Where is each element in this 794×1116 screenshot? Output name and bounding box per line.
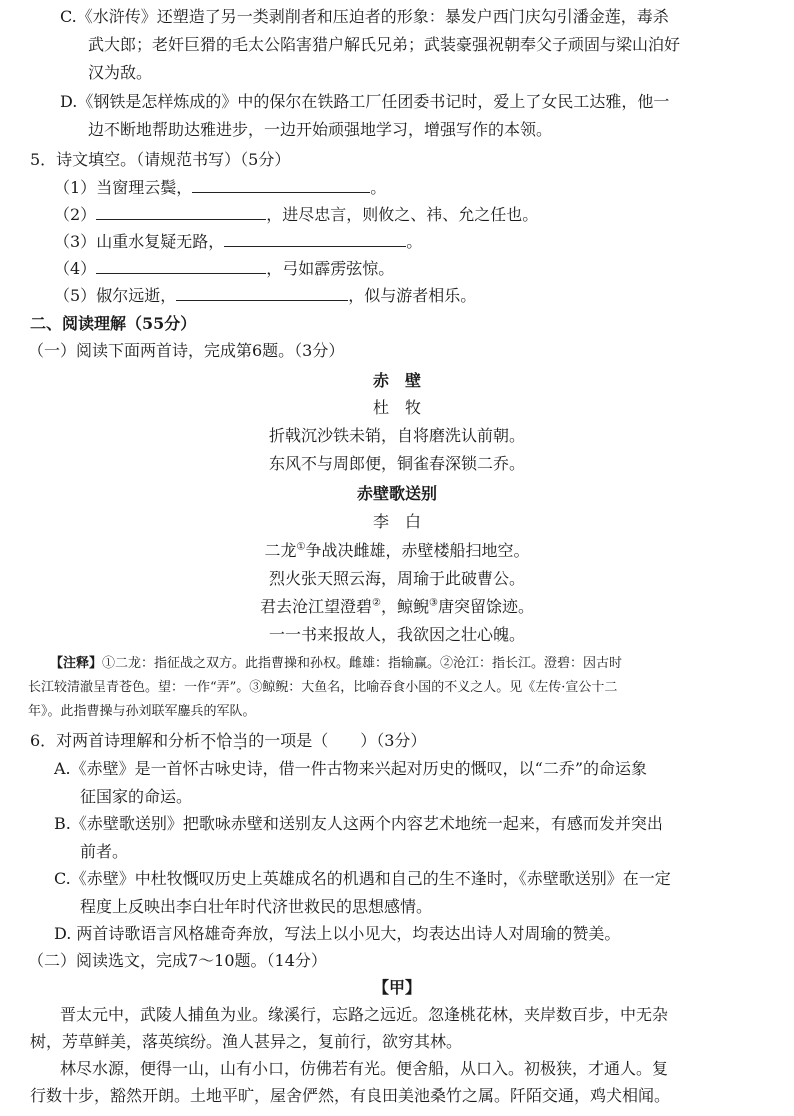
answer-blank[interactable] <box>176 284 348 301</box>
item-suffix: ，进尽忠言，则攸之、祎、允之任也。 <box>266 205 539 224</box>
q6-stem-text: 6．对两首诗理解和分析 <box>30 731 201 750</box>
poem-2-author: 李 白 <box>372 512 421 531</box>
poem-text: 唐突留馀迹。 <box>437 597 534 616</box>
annotation-line-2: 长江较清澈呈青苍色。望：一作“弄”。③鲸鲵：大鱼名，比喻吞食小国的不义之人。见《左传·宣公十二 <box>28 680 618 695</box>
q4-option-d-line1: D.《钢铁是怎样炼成的》中的保尔在铁路工厂任团委书记时，爱上了女民工达雅，他一 <box>60 92 670 111</box>
item-suffix: ，弓如霹雳弦惊。 <box>266 259 395 278</box>
emphasis-char: 恰 <box>216 731 233 750</box>
section-2-title: 二、阅读理解（55分） <box>30 314 197 333</box>
poem-1-author: 杜 牧 <box>372 398 421 417</box>
poem-2-line-4: 一一书来报故人，我欲因之壮心魄。 <box>268 625 525 644</box>
q6-stem <box>30 730 426 752</box>
q5-title: 5．诗文填空。（请规范书写）（5分） <box>30 150 291 169</box>
part-1-instruction: （一）阅读下面两首诗，完成第6题。（3分） <box>28 341 345 360</box>
item-prefix: 当窗理云鬓， <box>96 178 193 197</box>
passage-line-1: 晋太元中，武陵人捕鱼为业。缘溪行，忘路之远近。忽逢桃花林，夹岸数百步，中无杂 <box>60 1005 669 1024</box>
item-prefix: 俶尔远逝， <box>96 286 177 305</box>
annotation-label: 【注释】 <box>50 656 103 671</box>
q5-item-3 <box>54 230 422 253</box>
poem-text: ，鲸鲵 <box>380 597 429 616</box>
annotation-text: ①二龙：指征战之双方。此指曹操和孙权。雌雄：指输赢。②沧江：指长江。澄碧：因古时 <box>102 656 623 671</box>
q6-option-d: D. 两首诗歌语言风格雄奇奔放，写法上以小见大，均表达出诗人对周瑜的赞美。 <box>54 924 621 943</box>
item-number: （4） <box>54 259 97 278</box>
poem-2-line-1 <box>0 540 794 562</box>
item-prefix: 山重水复疑无路， <box>96 232 225 251</box>
q4-option-c-line1: C.《水浒传》还塑造了另一类剥削者和压迫者的形象：暴发户西门庆勾引潘金莲，毒杀 <box>60 7 669 26</box>
poem-1-line-2: 东风不与周郎便，铜雀春深锁二乔。 <box>268 454 525 473</box>
answer-blank[interactable] <box>96 203 266 220</box>
part-2-instruction: （二）阅读选文，完成7～10题。（14分） <box>28 951 327 970</box>
q4-option-c-line2: 武大郎；老奸巨猾的毛太公陷害猎户解氏兄弟；武装豪强祝朝奉父子顽固与梁山泊好 <box>88 35 681 54</box>
q6-option-b-line1: B.《赤壁歌送别》把歌咏赤壁和送别友人这两个内容艺术地统一起来，有感而发并突出 <box>54 814 663 833</box>
passage-line-3: 林尽水源，便得一山，山有小口，仿佛若有光。便舍船，从口入。初极狭，才通人。复 <box>60 1059 669 1078</box>
poem-2-line-3 <box>0 596 794 618</box>
passage-heading: 【甲】 <box>372 978 421 997</box>
poem-text: 二龙 <box>264 541 297 560</box>
item-number: （2） <box>54 205 97 224</box>
poem-2-title: 赤壁歌送别 <box>356 484 437 503</box>
q6-stem-text: 的一项是（ ）（3分） <box>248 731 427 750</box>
footnote-marker: ③ <box>429 597 438 609</box>
answer-blank[interactable] <box>96 257 266 274</box>
passage-line-4: 行数十步，豁然开朗。土地平旷，屋舍俨然，有良田美池桑竹之属。阡陌交通，鸡犬相闻。 <box>30 1086 671 1105</box>
q6-option-c-line2: 程度上反映出李白壮年时代济世救民的思想感情。 <box>80 897 433 916</box>
q5-item-2 <box>54 203 538 226</box>
item-suffix: ，似与游者相乐。 <box>348 286 477 305</box>
q5-item-1 <box>54 176 386 199</box>
answer-blank[interactable] <box>192 176 370 193</box>
answer-blank[interactable] <box>224 230 406 247</box>
q6-option-a-line2: 征国家的命运。 <box>80 787 193 806</box>
item-suffix: 。 <box>370 178 387 197</box>
q6-option-a-line1: A.《赤壁》是一首怀古咏史诗，借一件古物来兴起对历史的慨叹，以“二乔”的命运象 <box>54 759 648 778</box>
item-number: （1） <box>54 178 97 197</box>
item-number: （3） <box>54 232 97 251</box>
item-suffix: 。 <box>406 232 423 251</box>
emphasis-char: 当 <box>232 731 249 750</box>
poem-2-line-2: 烈火张天照云海，周瑜于此破曹公。 <box>268 569 525 588</box>
item-number: （5） <box>54 286 97 305</box>
poem-text: 君去沧江望澄碧 <box>260 597 373 616</box>
annotation-line-3: 年》。此指曹操与孙刘联军鏖兵的军队。 <box>28 704 256 719</box>
q6-option-b-line2: 前者。 <box>80 842 129 861</box>
poem-1-line-1: 折戟沉沙铁未销，自将磨洗认前朝。 <box>268 426 525 445</box>
q4-option-d-line2: 边不断地帮助达雅进步，一边开始顽强地学习，增强写作的本领。 <box>88 120 553 139</box>
emphasis-char: 不 <box>200 731 217 750</box>
q5-item-5 <box>54 284 476 307</box>
footnote-marker: ② <box>372 597 381 609</box>
poem-text: 争战决雌雄，赤壁楼船扫地空。 <box>305 541 530 560</box>
q6-option-c-line1: C.《赤壁》中杜牧慨叹历史上英雄成名的机遇和自己的生不逢时，《赤壁歌送别》在一定 <box>54 869 671 888</box>
q4-option-c-line3: 汉为敌。 <box>88 63 153 82</box>
q5-item-4 <box>54 257 394 280</box>
passage-line-2: 树，芳草鲜美，落英缤纷。渔人甚异之，复前行，欲穷其林。 <box>30 1032 463 1051</box>
footnote-marker: ① <box>296 541 306 553</box>
poem-1-title: 赤 壁 <box>372 371 421 390</box>
annotation-line-1 <box>50 654 622 674</box>
